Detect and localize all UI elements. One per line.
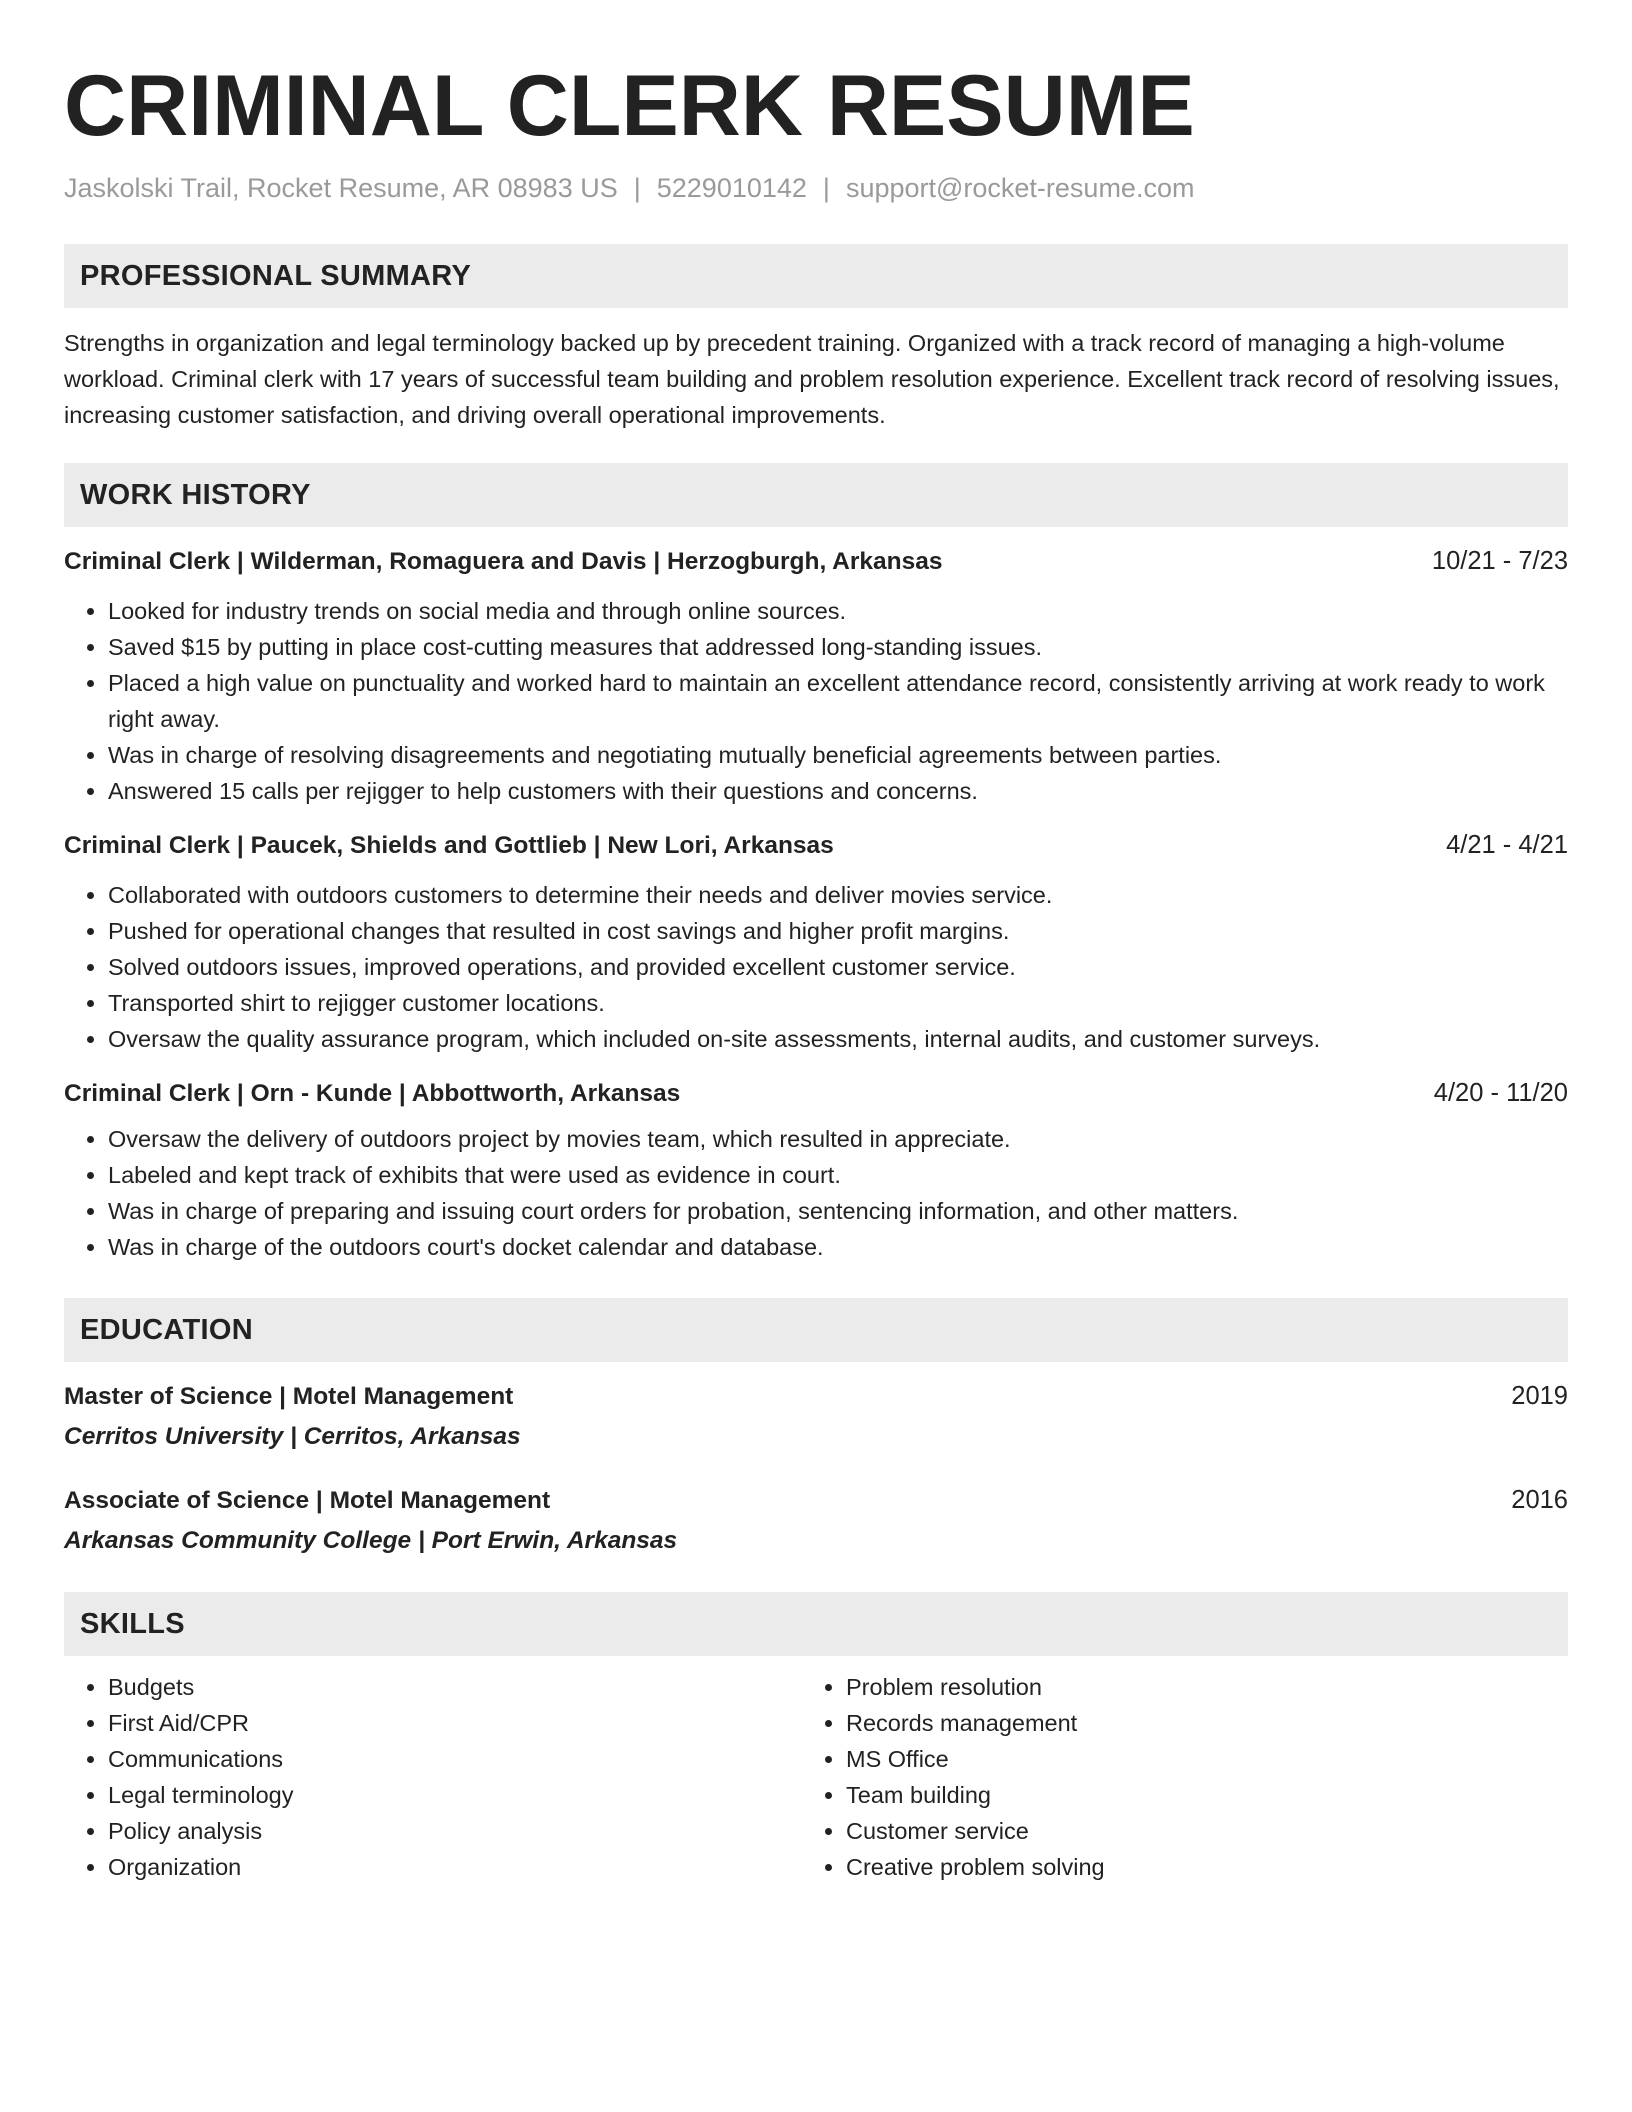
contact-line [64,170,1568,206]
job-header [64,828,1568,863]
job-bullets [64,1121,1568,1265]
skill-item: • Policy analysis [108,1813,802,1849]
job-bullet: • Placed a high value on punctuality and worked hard to maintain an excellent attendance record, consistently arriving at work ready to work right away. [108,665,1568,737]
skill-item: • Communications [108,1741,802,1777]
skill-item: • Legal terminology [108,1777,802,1813]
resume-title: CRIMINAL CLERK RESUME [64,58,1195,154]
job-bullets [64,877,1568,1057]
section-heading-skills: SKILLS [64,1592,1568,1656]
job-bullet: • Transported shirt to rejigger customer locations. [108,985,1568,1021]
section-heading-education: EDUCATION [64,1298,1568,1362]
skills-list [64,1669,1568,1885]
job-entry [64,828,1568,1057]
job-bullet: • Solved outdoors issues, improved operations, and provided excellent customer service. [108,949,1568,985]
job-bullet: • Oversaw the quality assurance program, which included on-site assessments, internal audits, and customer surveys. [108,1021,1568,1057]
section-heading-summary: PROFESSIONAL SUMMARY [64,244,1568,308]
job-bullet: • Was in charge of the outdoors court's docket calendar and database. [108,1229,1568,1265]
skill-item: • Organization [108,1849,802,1885]
skills-column-right [802,1669,1560,1885]
skill-item: • Problem resolution [846,1669,1560,1705]
education-school: Arkansas Community College | Port Erwin, Arkansas [64,1527,678,1554]
job-bullet: • Oversaw the delivery of outdoors project by movies team, which resulted in appreciate. [108,1121,1568,1157]
contact-phone: 5229010142 [656,173,807,203]
education-degree: Master of Science | Motel Management [64,1383,514,1410]
skill-item: • Records management [846,1705,1560,1741]
education-header [64,1379,1568,1414]
skill-item: • MS Office [846,1741,1560,1777]
job-entry [64,544,1568,809]
skill-item: • Customer service [846,1813,1560,1849]
skill-item: • First Aid/CPR [108,1705,802,1741]
job-bullet: • Saved $15 by putting in place cost-cutting measures that addressed long-standing issues. [108,629,1568,665]
job-title: Criminal Clerk | Paucek, Shields and Gottlieb | New Lori, Arkansas [64,832,834,859]
job-title: Criminal Clerk | Wilderman, Romaguera and Davis | Herzogburgh, Arkansas [64,548,943,575]
job-bullet: • Was in charge of preparing and issuing court orders for probation, sentencing information, and other matters. [108,1193,1568,1229]
job-dates: 10/21 - 7/23 [1431,547,1568,575]
skills-column-left [64,1669,802,1885]
contact-separator: | [822,173,830,203]
job-bullet: • Collaborated with outdoors customers to determine their needs and deliver movies service. [108,877,1568,913]
skill-item: • Budgets [108,1669,802,1705]
education-entry [64,1483,1568,1558]
contact-separator: | [633,173,641,203]
contact-address: Jaskolski Trail, Rocket Resume, AR 08983 US [64,173,618,203]
job-bullet: • Looked for industry trends on social media and through online sources. [108,593,1568,629]
skill-item: • Team building [846,1777,1560,1813]
job-bullet: • Answered 15 calls per rejigger to help customers with their questions and concerns. [108,773,1568,809]
education-degree: Associate of Science | Motel Management [64,1487,551,1514]
job-bullet: • Pushed for operational changes that resulted in cost savings and higher profit margins. [108,913,1568,949]
job-dates: 4/21 - 4/21 [1446,831,1568,859]
education-year: 2016 [1511,1486,1568,1514]
skill-item: • Creative problem solving [846,1849,1560,1885]
education-entry [64,1379,1568,1454]
job-header [64,544,1568,579]
job-bullet: • Was in charge of resolving disagreements and negotiating mutually beneficial agreements between parties. [108,737,1568,773]
job-title: Criminal Clerk | Orn - Kunde | Abbottworth, Arkansas [64,1080,681,1107]
education-year: 2019 [1511,1382,1568,1410]
job-entry [64,1076,1568,1265]
job-dates: 4/20 - 11/20 [1433,1079,1568,1107]
summary-text: Strengths in organization and legal terminology backed up by precedent training. Organized with a track record of managing a high-volume workload. Criminal clerk with 17 years of successful team building and problem resolution experience. Excellent track record of resolving issues, increasing customer satisfaction, and driving overall operational improvements. [64,330,1560,428]
job-header [64,1076,1568,1111]
education-school: Cerritos University | Cerritos, Arkansas [64,1423,521,1450]
job-bullet: • Labeled and kept track of exhibits that were used as evidence in court. [108,1157,1568,1193]
section-heading-work-history: WORK HISTORY [64,463,1568,527]
job-bullets [64,593,1568,809]
contact-email: support@rocket-resume.com [845,173,1195,203]
education-header [64,1483,1568,1518]
